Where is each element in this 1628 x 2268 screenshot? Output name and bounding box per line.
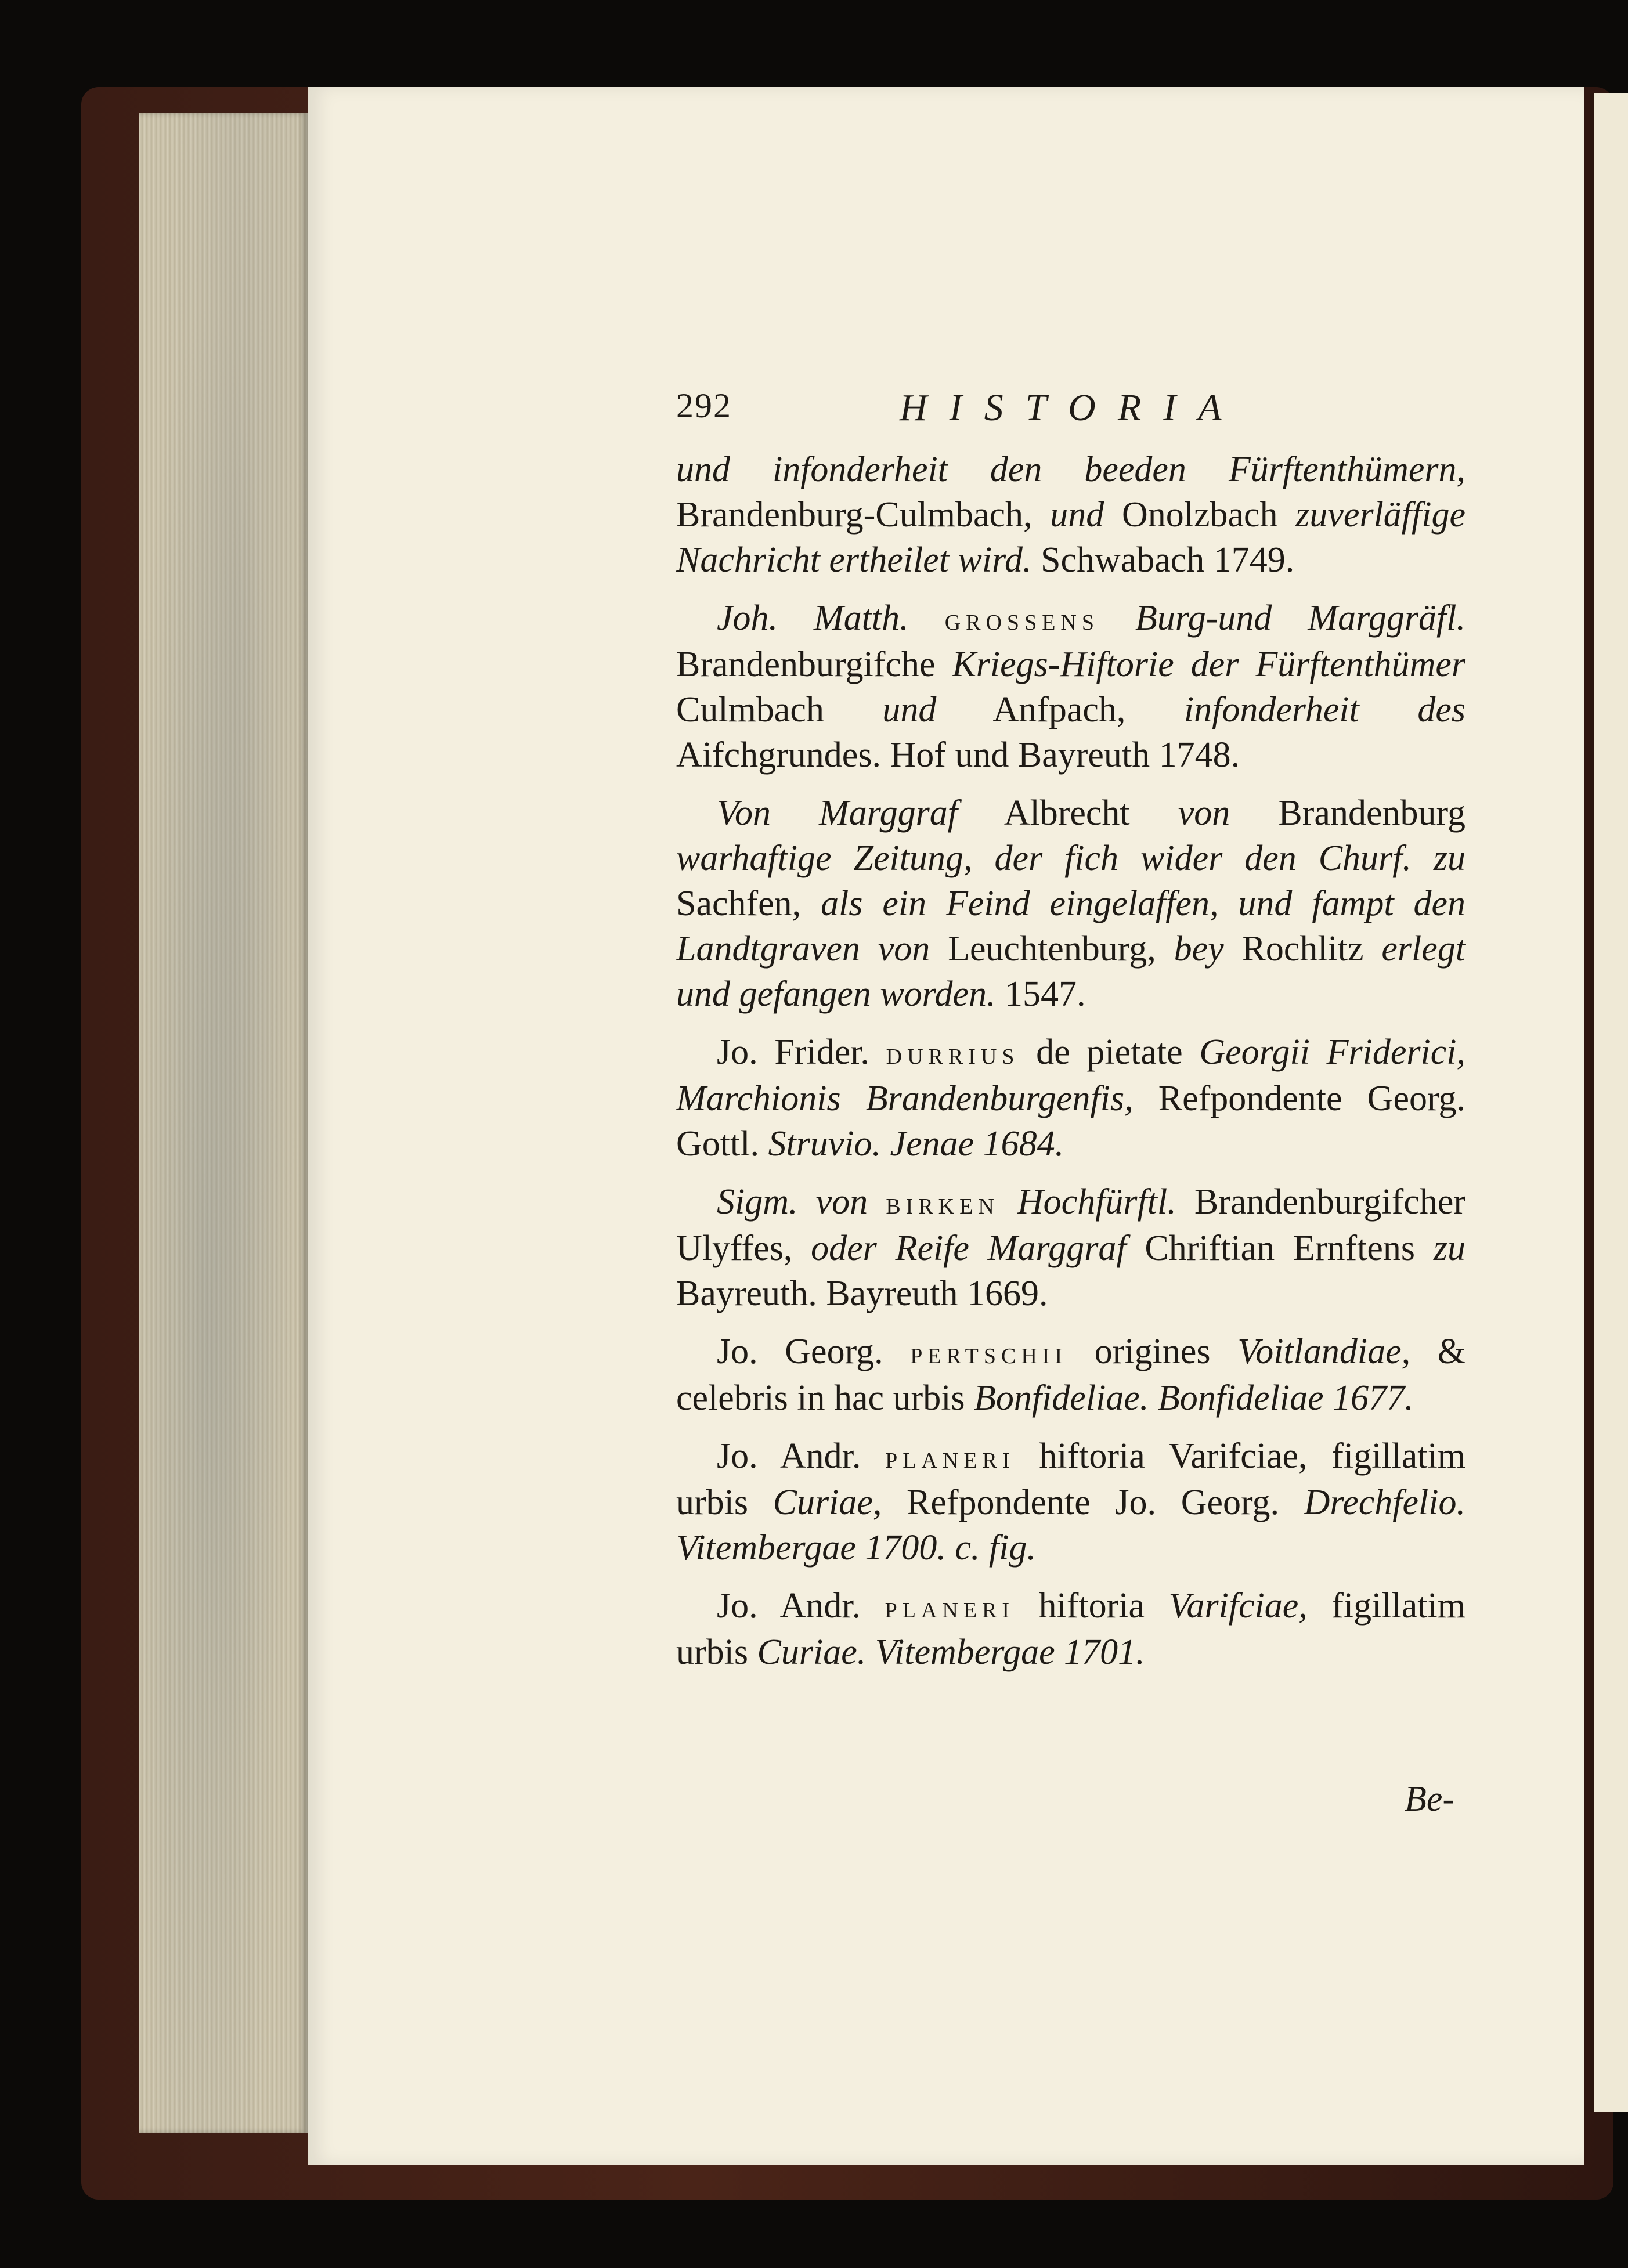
text-segment: Drechfelio. Vitembergae 1700. c. fig. [676,1483,1465,1568]
text-segment: Varifciae, [1168,1586,1308,1626]
text-segment: Hochfürftl. [999,1182,1176,1222]
text-segment: und [1050,495,1104,535]
text-segment: oder Reife Marggraf [811,1229,1127,1268]
text-segment: Anfpach, [936,690,1184,729]
page-header [676,386,1465,438]
entry [676,1030,1465,1166]
text-segment: Brandenburg [1230,793,1465,833]
text-segment: Aifchgrundes. Hof und Bayreuth 1748. [676,735,1240,775]
entry [676,1179,1465,1316]
text-segment: Sachfen, [676,884,821,923]
entry [676,447,1465,583]
text-segment: und [882,690,937,729]
text-segment: zuverläffige Nachricht ertheilet wird. [676,495,1465,580]
text-segment: & celebris in hac urbis [676,1332,1465,1418]
text-segment: Schwabach 1749. [1031,540,1295,580]
page-number: 292 [676,387,732,425]
text-segment: Kriegs-Hiftorie der Fürftenthümer [952,645,1465,684]
text-segment: infonderheit des [1183,690,1466,729]
text-segment: Bayreuth. Bayreuth 1669. [676,1274,1048,1313]
catchword: Be- [1405,1779,1455,1819]
text-segment: Joh. Matth. [717,598,945,638]
text-segment: Struvio. Jenae 1684. [768,1124,1064,1164]
running-title: HISTORIA [900,387,1244,429]
text-segment: hiftoria Varifciae, figillatim urbis [676,1436,1465,1522]
entry [676,790,1465,1017]
text-segment: Rochlitz [1223,929,1382,969]
text-segment: Von Marggraf [717,793,958,833]
text-segment: Voitlandiae, [1237,1332,1411,1371]
text-segment: Brandenburgifche [676,645,952,684]
text-segment: Onolzbach [1104,495,1296,535]
author-name: planeri [885,1440,1015,1475]
author-name: pertschii [910,1335,1068,1370]
text-segment: Jo. Georg. [717,1332,911,1371]
text-segment: origines [1067,1332,1238,1371]
entry [676,1433,1465,1570]
text-segment: Brandenburgifcher Ulyffes, [676,1182,1465,1268]
text-segment: hiftoria [1015,1586,1169,1626]
text-segment: Jo. Frider. [717,1032,886,1072]
author-name: grossens [944,602,1099,637]
text-segment: Chriftian Ernftens [1126,1229,1434,1268]
text-segment: Refpondente Jo. Georg. [882,1483,1304,1522]
text-segment: von [1178,793,1230,833]
author-name: birken [886,1186,999,1220]
text-segment: 1547. [995,974,1086,1014]
text-segment: Leuchtenburg, [930,929,1174,969]
text-segment: Culmbach [676,690,883,729]
text-segment: Brandenburg-Culmbach, [676,495,1051,535]
text-segment: Sigm. von [717,1182,886,1222]
text-segment: Bonfideliae. Bonfideliae 1677. [974,1378,1414,1418]
entry [676,1329,1465,1421]
text-segment: Burg-und Marggräfl. [1099,598,1465,638]
text-segment: als ein Feind eingelaffen, und fampt den Landtgraven von [676,884,1466,969]
text-segment: Refpondente Georg. Gottl. [676,1079,1465,1164]
facing-page-edge [1590,93,1628,2112]
text-segment: figillatim urbis [676,1586,1465,1672]
text-segment: warhaftige Zeitung, der fich wider den Churf. zu [676,839,1465,878]
page-edges [139,113,308,2133]
text-segment: zu [1433,1229,1465,1268]
text-segment: Curiae. Vitembergae 1701. [757,1633,1145,1672]
text-segment: Georgii Friderici, Marchionis Brandenburgenfis, [676,1032,1465,1118]
text-segment: Jo. Andr. [717,1586,885,1626]
author-name: durrius [886,1036,1020,1071]
text-segment: Albrecht [957,793,1178,833]
entry [676,595,1465,778]
text-segment: Jo. Andr. [717,1436,886,1476]
text-segment: de pietate [1019,1032,1200,1072]
text-segment: erlegt und gefangen worden. [676,929,1466,1014]
author-name: planeri [885,1590,1015,1624]
text-block [676,447,1465,1688]
text-segment: und infonderheit den beeden Fürftenthümern, [676,450,1465,489]
text-segment: Curiae, [773,1483,882,1522]
entry [676,1583,1465,1675]
text-segment: bey [1174,929,1224,969]
